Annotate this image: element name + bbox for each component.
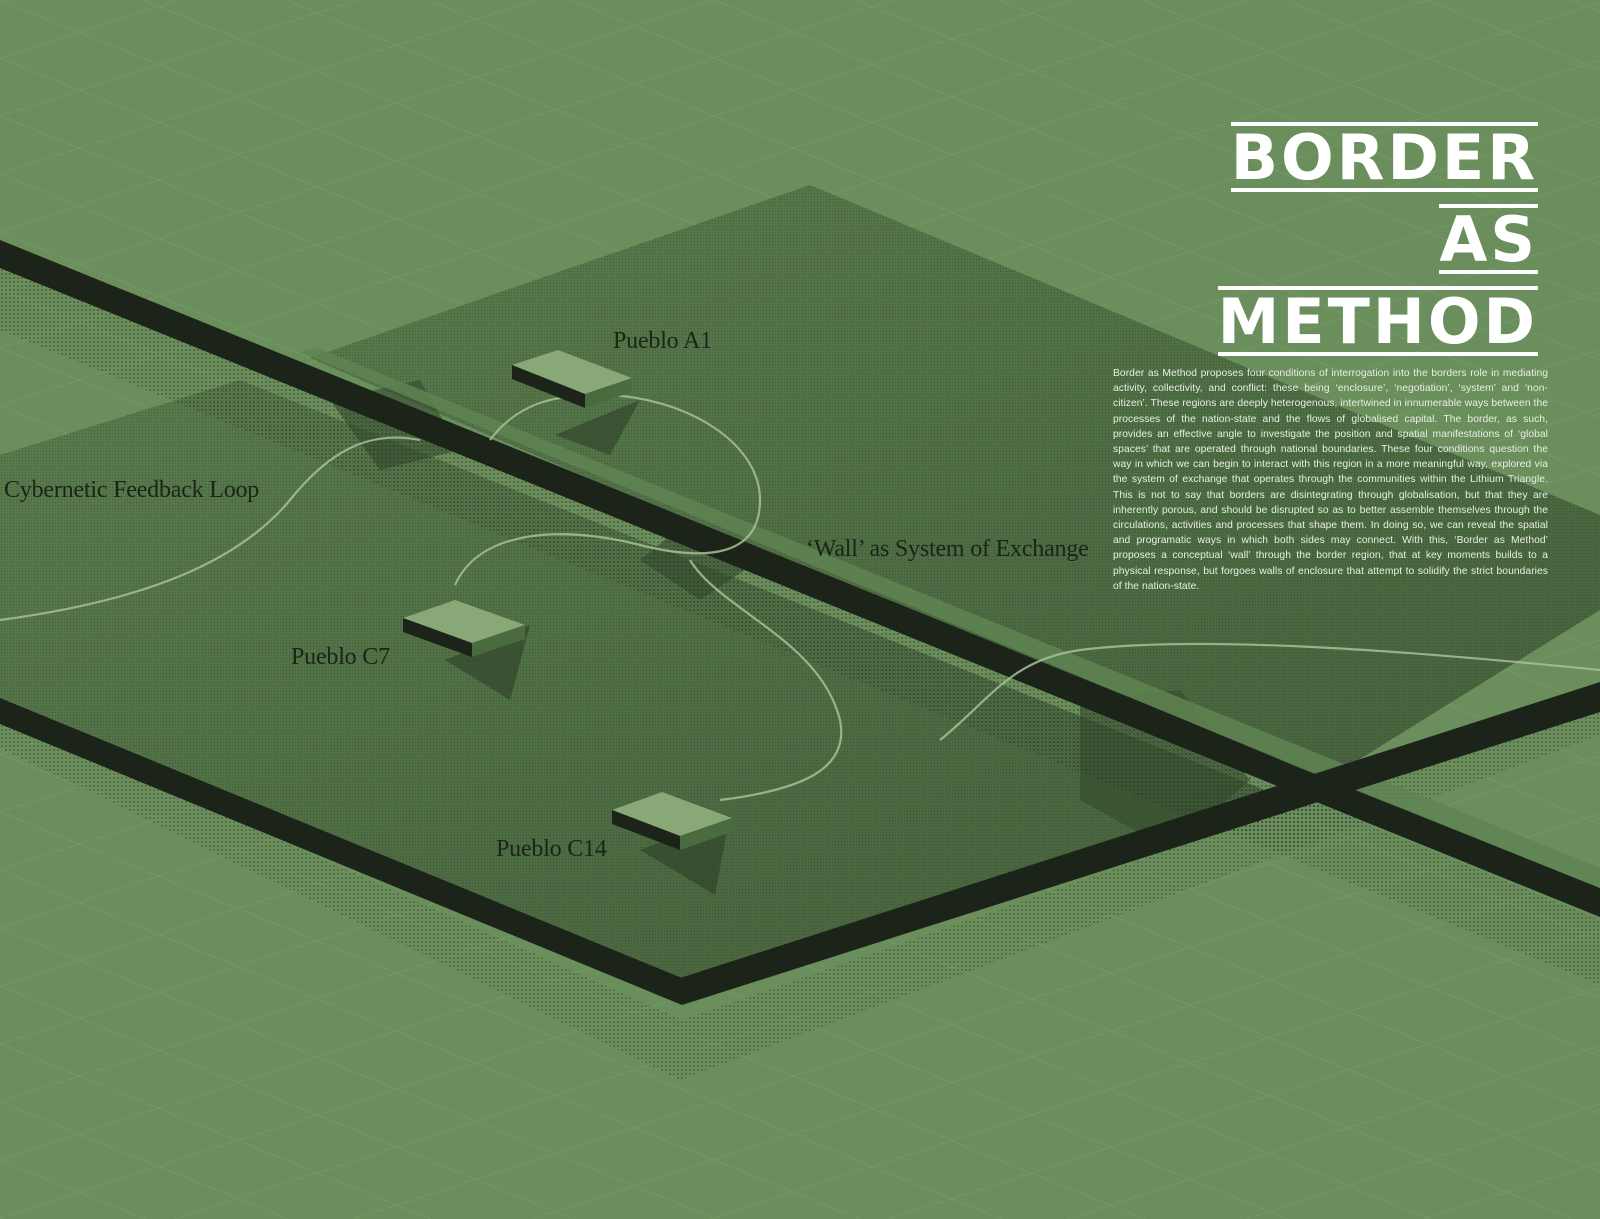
label-pueblo-c14: Pueblo C14: [496, 836, 607, 862]
page-title: [1078, 122, 1538, 368]
label-wall-system-of-exchange: ‘Wall’ as System of Exchange: [806, 536, 1089, 562]
description-paragraph: Border as Method proposes four conditions of interrogation into the borders role in mediating activity, collectivity, and conflict: these being ‘enclosure’, ‘negotiation’, ‘system’ and ‘non-citizen’. These regions are deeply heterogenous, intertwined in innumerable ways between the processes of the nation-state and the flows of globalised capital. The border, as such, provides an effective angle to investigate the position and spatial manifestations of ‘global spaces’ that are operated through national boundaries. These four conditions question the way in which we can begin to interact with this region in a more meaningful way, explored via the system of exchange that operates through the communities within the Lithium Triangle. This is not to say that borders are disintegrating through globalisation, but that they are inherently porous, and should be disrupted so as to better assemble themselves through the circulations, activities and processes that shape them. In doing so, we can reveal the spatial and programatic ways in which both sides may connect. With this, ‘Border as Method’ proposes a conceptual ‘wall’ through the border region, that at key moments builds to a physical response, but forgoes walls of enclosure that attempt to solidify the strict boundaries of the nation-state.: [1113, 368, 1548, 592]
label-pueblo-a1: Pueblo A1: [613, 328, 712, 354]
title-line-as: AS: [1439, 203, 1538, 276]
title-line-border: BORDER: [1230, 121, 1538, 194]
label-pueblo-c7: Pueblo C7: [291, 644, 390, 670]
label-cybernetic-feedback-loop: Cybernetic Feedback Loop: [4, 477, 260, 503]
title-line-method: METHOD: [1217, 285, 1538, 358]
